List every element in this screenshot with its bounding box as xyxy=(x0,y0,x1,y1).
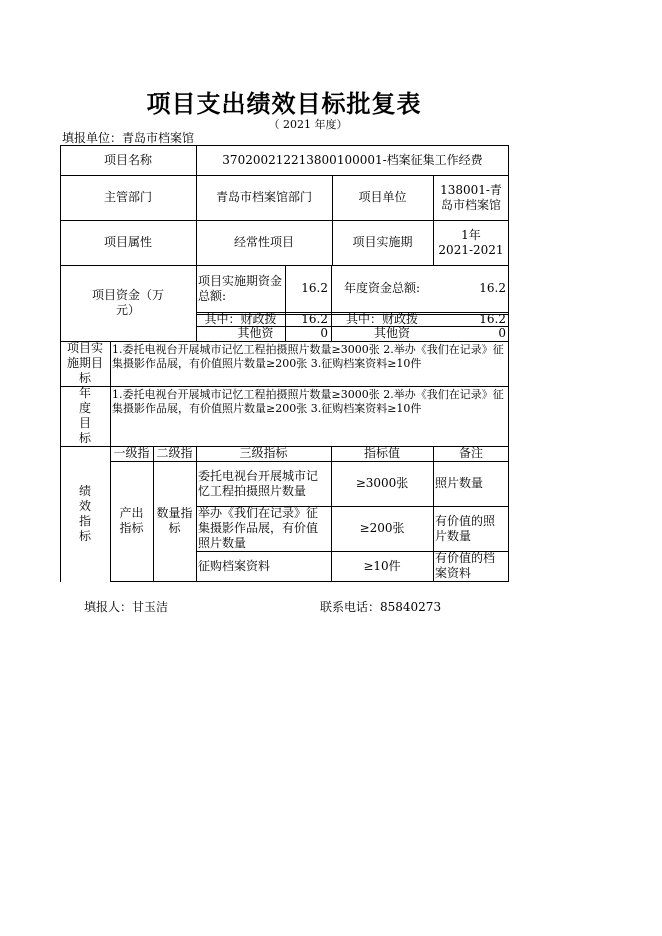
fiscal-label-period: 其中：财政拨 xyxy=(204,311,277,326)
total-year-label: 年度资金总额: xyxy=(343,281,421,295)
fiscal-period-value: 16.2 xyxy=(301,311,328,326)
header-note: 备注 xyxy=(458,446,483,460)
level1-output: 产出指标 xyxy=(119,506,144,535)
dept-value: 青岛市档案馆部门 xyxy=(215,190,312,204)
indicator-note: 有价值的档案资料 xyxy=(435,551,496,580)
indicators-label: 绩效指标 xyxy=(78,484,91,543)
indicator-note: 有价值的照片数量 xyxy=(435,513,496,543)
total-period-value: 16.2 xyxy=(301,281,328,295)
dept-label: 主管部门 xyxy=(103,190,152,204)
header-level1: 一级指 xyxy=(113,446,150,460)
fiscal-year-value: 16.2 xyxy=(479,311,506,326)
page-title: 项目支出绩效目标批复表 xyxy=(146,90,422,118)
year-subtitle: （ 2021 年度） xyxy=(268,118,348,131)
indicator-name: 征购档案资料 xyxy=(198,558,271,573)
period-goal-text: 1.委托电视台开展城市记忆工程拍摄照片数量≥3000张 2.举办《我们在记录》征集摄影作品展，有价值照片数量≥200张 3.征购档案资料≥10件 xyxy=(112,343,504,370)
header-level3: 三级指标 xyxy=(239,446,288,460)
period-range: 2021-2021 xyxy=(438,242,504,257)
period-value xyxy=(433,220,509,265)
project-name-label: 项目名称 xyxy=(103,152,152,167)
indicator-value: ≥200张 xyxy=(359,521,405,535)
contact-phone: 联系电话：85840273 xyxy=(320,600,442,614)
total-year-value: 16.2 xyxy=(479,281,506,295)
other-year-value: 0 xyxy=(498,326,506,340)
filler-name: 填报人：甘玉洁 xyxy=(84,600,169,614)
header-level2: 二级指 xyxy=(156,446,193,460)
other-period-value: 0 xyxy=(320,326,328,340)
attr-value: 经常性项目 xyxy=(233,235,294,249)
total-period-label: 项目实施期资金总额: xyxy=(198,273,283,303)
period-goal-label: 项目实施期目标 xyxy=(66,341,103,385)
attr-label: 项目属性 xyxy=(103,235,152,249)
period-label: 项目实施期 xyxy=(352,235,413,249)
filing-unit: 填报单位：青岛市档案馆 xyxy=(62,131,195,145)
header-value: 指标值 xyxy=(363,446,400,460)
approval-table xyxy=(60,145,509,582)
period-years: 1年 xyxy=(461,227,481,242)
year-goal-text: 1.委托电视台开展城市记忆工程拍摄照片数量≥3000张 2.举办《我们在记录》征集摄影作品展，有价值照片数量≥200张 3.征购档案资料≥10件 xyxy=(112,388,504,415)
indicator-note: 照片数量 xyxy=(435,476,484,490)
unit-value: 138001-青岛市档案馆 xyxy=(440,182,502,212)
indicator-value: ≥3000张 xyxy=(355,476,409,490)
indicator-name: 委托电视台开展城市记忆工程拍摄照片数量 xyxy=(198,468,319,498)
level2-quantity: 数量指标 xyxy=(156,506,193,535)
other-label-period: 其他资 xyxy=(237,326,274,340)
indicator-name: 举办《我们在记录》征集摄影作品展，有价值照片数量 xyxy=(198,506,319,550)
project-name-value: 370200212213800100001-档案征集工作经费 xyxy=(222,152,483,167)
year-goal-label: 年度目标 xyxy=(78,386,91,445)
other-label-year: 其他资 xyxy=(373,326,410,340)
fiscal-label-year: 其中：财政拨 xyxy=(345,311,418,326)
unit-label: 项目单位 xyxy=(358,190,407,204)
indicator-value: ≥10件 xyxy=(363,558,401,573)
funds-label: 项目资金（万元） xyxy=(91,288,164,317)
